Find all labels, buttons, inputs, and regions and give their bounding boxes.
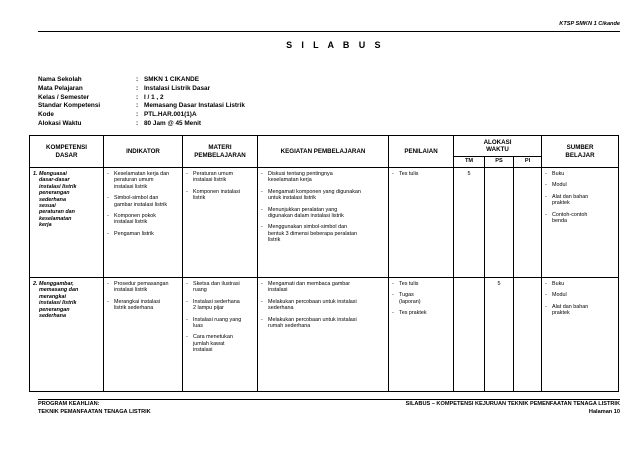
bullet-dash: -	[392, 171, 394, 177]
bullet-dash: -	[545, 292, 547, 299]
kompetensi-line: instalasi listrik	[39, 183, 77, 190]
bullet-dash: -	[261, 171, 263, 177]
list-item-line: benda	[552, 218, 568, 225]
kompetensi-line: 1. Menguasai	[33, 171, 67, 177]
list-item	[545, 304, 615, 317]
header-kegiatan: KEGIATAN PEMBELAJARAN	[258, 136, 389, 168]
list-item-text	[193, 334, 254, 353]
header-text: DASAR	[55, 151, 78, 159]
list-item-text	[193, 299, 254, 312]
list-item	[261, 317, 385, 330]
header-text: WAKTU	[486, 146, 509, 153]
bullet-dash: -	[261, 188, 263, 195]
list-item-text	[399, 292, 450, 305]
list-item-text	[268, 207, 385, 220]
list-item-line: rumah sederhana	[268, 323, 311, 330]
list-item	[186, 189, 254, 202]
syllabus-table	[29, 135, 619, 392]
bullet-dash: -	[261, 298, 263, 305]
bullet-dash: -	[545, 281, 547, 287]
school-tag: KTSP SMKN 1 Cikande	[559, 21, 620, 27]
list-item	[261, 171, 385, 184]
list-item-text	[399, 281, 450, 287]
cell-kompetensi-dasar	[30, 168, 104, 278]
meta-value: Memasang Dasar Instalasi Listrik	[144, 102, 245, 110]
page-title: S I L A B U S	[286, 40, 384, 50]
bullet-dash: -	[261, 316, 263, 323]
header-text: KOMPETENSI	[46, 144, 87, 152]
list-item-line: (laporan)	[399, 298, 421, 305]
list-item-line: Merangkai instalasi	[114, 298, 161, 305]
table-row	[30, 168, 619, 278]
bullet-dash: -	[392, 310, 394, 317]
list-item-line: sederhana	[268, 305, 294, 312]
bullet-dash: -	[545, 193, 547, 200]
kompetensi-line: sederhana	[39, 196, 66, 203]
list-item-line: Melakukan percobaan untuk instalasi	[268, 298, 357, 305]
kompetensi-line: sederhana	[39, 313, 66, 320]
list-item-line: Simbol-simbol dan	[114, 195, 159, 202]
list-item-line: Komponen instalasi	[193, 188, 241, 195]
cell-indikator	[104, 168, 183, 278]
list-item-line: Mengamati dan membaca gambar	[268, 281, 351, 287]
syllabus-meta	[38, 76, 245, 129]
meta-label: Mata Pelajaran	[38, 84, 83, 92]
list-item-line: ruang	[193, 287, 207, 294]
list-item-text	[193, 171, 254, 184]
kompetensi-line: dasar-dasar	[39, 177, 70, 184]
list-item-text	[399, 310, 450, 316]
list-item-line: praktek	[552, 310, 570, 317]
kompetensi-line: memasang dan	[39, 287, 79, 294]
list-item-text	[114, 281, 179, 294]
list-item	[261, 207, 385, 220]
bullet-dash: -	[107, 213, 109, 220]
list-item-line: instalasi listrik	[114, 183, 148, 190]
bullet-dash: -	[107, 281, 109, 287]
footer-info	[406, 401, 620, 417]
bullet-dash: -	[107, 298, 109, 305]
list-item-line: instalasi listrik	[193, 177, 227, 184]
list-item	[261, 281, 385, 294]
meta-colon: :	[136, 111, 139, 119]
list-item	[107, 171, 179, 190]
list-item	[107, 299, 179, 312]
list-item	[261, 299, 385, 312]
list-item	[186, 334, 254, 353]
list-item	[545, 194, 615, 207]
meta-colon: :	[136, 93, 139, 101]
list-item-line: Instalasi ruang yang	[193, 316, 242, 323]
bullet-dash: -	[261, 224, 263, 231]
list-item-line: Modul	[552, 182, 567, 189]
list-item-text	[268, 224, 385, 243]
list-item-line: praktek	[552, 200, 570, 207]
list-item	[392, 171, 450, 177]
list-item	[186, 299, 254, 312]
list-item-text	[552, 304, 615, 317]
header-materi	[183, 136, 258, 168]
list-item-text	[552, 212, 615, 225]
list-item-line: untuk instalasi listrik	[268, 195, 316, 202]
list-item-text	[552, 182, 615, 188]
header-indikator: INDIKATOR	[104, 136, 183, 168]
list-item-line: Menggunakan simbol-simbol dan	[268, 224, 348, 231]
kompetensi-line: 2. Menggambar,	[33, 281, 74, 287]
header-tm: TM	[454, 157, 485, 168]
list-item-text	[268, 317, 385, 330]
list-item-text	[552, 194, 615, 207]
list-item-text	[399, 171, 450, 177]
list-item-line: Menunjukkan peralatan yang	[268, 206, 338, 213]
list-item	[545, 182, 615, 188]
meta-value: SMKN 1 CIKANDE	[144, 76, 200, 83]
bullet-dash: -	[545, 211, 547, 218]
list-item-text	[268, 281, 385, 294]
bullet-dash: -	[186, 171, 188, 177]
kompetensi-line: instalasi listrik	[39, 300, 77, 307]
kompetensi-line: peraturan dan	[39, 209, 75, 216]
list-item-line: Sketsa dan ilustrasi	[193, 281, 240, 287]
list-item	[261, 189, 385, 202]
meta-label: Kelas / Semester	[38, 93, 90, 101]
list-item-line: listrik	[268, 237, 281, 244]
meta-label: Nama Sekolah	[38, 76, 82, 83]
meta-colon: :	[136, 76, 139, 83]
list-item-line: listrik	[193, 195, 206, 202]
list-item	[186, 171, 254, 184]
bullet-dash: -	[261, 281, 263, 287]
header-text: MATERI	[208, 144, 232, 152]
header-divider	[38, 31, 620, 32]
bullet-dash: -	[545, 182, 547, 189]
list-item-text	[193, 189, 254, 202]
list-item-text	[268, 171, 385, 184]
meta-label: Alokasi Waktu	[38, 119, 82, 127]
list-item-line: luas	[193, 323, 203, 330]
list-item-line: Komponen pokok	[114, 213, 156, 220]
list-item-text	[114, 299, 179, 312]
list-item-line: Keselamatan kerja dan	[114, 171, 170, 177]
list-item	[392, 310, 450, 316]
header-kompetensi-dasar	[30, 136, 104, 168]
list-item-line: instalasi listrik	[114, 219, 148, 226]
kompetensi-line: kerja	[39, 222, 52, 229]
list-item-line: Diskusi tentang pentingnya	[268, 171, 333, 177]
list-item	[107, 195, 179, 208]
bullet-dash: -	[107, 171, 109, 177]
footer-page-number: Halaman 10	[588, 408, 620, 415]
bullet-dash: -	[186, 281, 188, 287]
cell-penilaian	[389, 168, 454, 278]
list-item-line: Tes praktek	[399, 310, 427, 317]
list-item-line: Peraturan umum	[193, 171, 234, 177]
bullet-dash: -	[392, 292, 394, 299]
meta-colon: :	[136, 119, 139, 127]
kompetensi-line: sesuai	[39, 203, 56, 210]
list-item-line: Contoh-contoh	[552, 211, 588, 218]
list-item-line: Instalasi sederhana	[193, 298, 240, 305]
list-item-line: instalasi	[193, 347, 213, 354]
list-item-line: Buku	[552, 281, 565, 287]
list-item-line: Tes tulis	[399, 281, 419, 287]
meta-value: PTL.HAR.001(1)A	[144, 111, 197, 119]
bullet-dash: -	[107, 230, 109, 237]
list-item-line: Mengamati komponen yang digunakan	[268, 188, 361, 195]
list-item-text	[114, 171, 179, 190]
header-text: ALOKASI	[483, 138, 512, 146]
list-item	[392, 292, 450, 305]
header-pi: PI	[514, 157, 542, 168]
list-item-line: Melakukan percobaan untuk instalasi	[268, 316, 357, 323]
list-item-line: Tes tulis	[399, 171, 419, 177]
meta-row	[38, 76, 245, 85]
list-item-line: peraturan umum	[114, 177, 154, 184]
cell-sumber-belajar	[542, 278, 619, 392]
list-item	[107, 231, 179, 237]
list-item-line: jumlah kawat	[193, 340, 225, 347]
header-ps: PS	[485, 157, 514, 168]
list-item-line: Alat dan bahan	[552, 303, 589, 310]
list-item	[186, 281, 254, 294]
cell-sumber-belajar	[542, 168, 619, 278]
cell-materi	[183, 278, 258, 392]
meta-row	[38, 85, 245, 94]
list-item-line: gambar instalasi listrik	[114, 201, 168, 208]
cell-kompetensi-dasar	[30, 278, 104, 392]
list-item-text	[114, 213, 179, 226]
cell-tm	[454, 278, 485, 392]
list-item-text	[552, 292, 615, 298]
cell-kegiatan	[258, 168, 389, 278]
bullet-dash: -	[261, 206, 263, 213]
kompetensi-line: penerangan	[39, 306, 70, 313]
bullet-dash: -	[186, 298, 188, 305]
cell-kegiatan	[258, 278, 389, 392]
header-text: PEMBELAJARAN	[194, 151, 246, 159]
bullet-dash: -	[545, 171, 547, 177]
list-item	[107, 281, 179, 294]
list-item-text	[193, 317, 254, 330]
list-item-line: Tugas	[399, 292, 414, 299]
list-item	[261, 224, 385, 243]
header-sumber-belajar	[542, 136, 619, 168]
list-item-line: listrik sederhana	[114, 305, 154, 312]
meta-value: I / 1 , 2	[144, 93, 164, 101]
list-item-line: Buku	[552, 171, 565, 177]
meta-label: Kode	[38, 111, 54, 119]
list-item-text	[552, 281, 615, 287]
footer-program	[38, 401, 151, 417]
list-item-line: instalasi listrik	[114, 287, 148, 294]
header-text: SUMBER	[566, 144, 594, 152]
cell-materi	[183, 168, 258, 278]
bullet-dash: -	[186, 188, 188, 195]
list-item	[545, 281, 615, 287]
meta-row	[38, 111, 245, 120]
list-item-line: Prosedur pemasangan	[114, 281, 169, 287]
cell-pi	[514, 278, 542, 392]
list-item	[545, 292, 615, 298]
list-item-line: Pengaman listrik	[114, 230, 154, 237]
bullet-dash: -	[107, 195, 109, 202]
table-row	[30, 278, 619, 392]
list-item-text	[114, 231, 179, 237]
meta-label: Standar Kompetensi	[38, 102, 101, 110]
footer-divider	[38, 399, 620, 400]
cell-tm: 5	[454, 168, 485, 278]
bullet-dash: -	[186, 316, 188, 323]
meta-row	[38, 120, 245, 129]
cell-indikator	[104, 278, 183, 392]
kompetensi-line: penerangan	[39, 190, 70, 197]
meta-value: Instalasi Listrik Dasar	[144, 84, 211, 92]
list-item-line: 2 lampu pijar	[193, 305, 224, 312]
list-item-text	[268, 189, 385, 202]
bullet-dash: -	[186, 334, 188, 341]
list-item-line: Alat dan bahan	[552, 193, 589, 200]
list-item-line: Modul	[552, 292, 567, 299]
list-item-line: keselamatan kerja	[268, 177, 312, 184]
footer-program-label: PROGRAM KEAHLIAN:	[38, 401, 100, 407]
meta-row	[38, 94, 245, 103]
list-item	[392, 281, 450, 287]
cell-ps	[485, 168, 514, 278]
kompetensi-line: keselamatan	[39, 215, 72, 222]
list-item-text	[268, 299, 385, 312]
meta-colon: :	[136, 84, 139, 92]
list-item	[545, 212, 615, 225]
list-item	[186, 317, 254, 330]
cell-pi	[514, 168, 542, 278]
footer-document-title: SILABUS – KOMPETENSI KEJURUAN TEKNIK PEMENFAATAN TENAGA LISTRIK	[405, 401, 620, 407]
header-alokasi-waktu	[454, 136, 542, 157]
list-item-text	[552, 171, 615, 177]
cell-penilaian	[389, 278, 454, 392]
list-item-line: bentuk 3 dimensi beberapa peralatan	[268, 230, 358, 237]
footer-program-name: TEKNIK PEMANFAATAN TENAGA LISTRIK	[38, 408, 151, 415]
header-penilaian: PENILAIAN	[389, 136, 454, 168]
bullet-dash: -	[545, 303, 547, 310]
meta-colon: :	[136, 102, 139, 110]
kompetensi-line: merangkai	[39, 293, 66, 300]
list-item-line: instalasi	[268, 287, 288, 294]
list-item-text	[114, 195, 179, 208]
list-item-text	[193, 281, 254, 294]
header-text: BELAJAR	[565, 151, 595, 159]
meta-value: 80 Jam @ 45 Menit	[144, 119, 202, 127]
list-item-line: Cara menetukan	[193, 334, 233, 341]
list-item	[107, 213, 179, 226]
list-item-line: digunakan dalam instalasi listrik	[268, 213, 344, 220]
bullet-dash: -	[392, 281, 394, 287]
cell-ps: 5	[485, 278, 514, 392]
meta-row	[38, 102, 245, 111]
list-item	[545, 171, 615, 177]
